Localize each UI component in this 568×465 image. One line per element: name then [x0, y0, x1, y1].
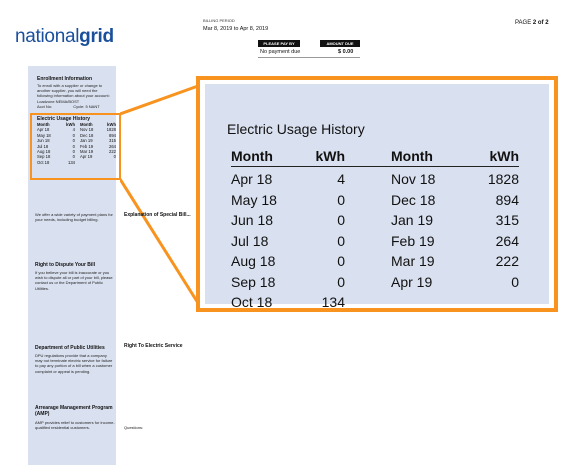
table-header: Month kWh Month kWh [231, 148, 519, 167]
enrollment-text: To enroll with a supplier or change to another supplier, you will need the following information about your account: Loadzone NEMA/BOST Acct No: Cycle: 5 NANT [37, 83, 110, 109]
small-usage-heading: Electric Usage History [37, 116, 91, 122]
usage-history-table [231, 148, 519, 313]
table-row: Jul 18 0 Feb 19 264 [231, 232, 519, 249]
table-row: Oct 18 134 [37, 159, 75, 165]
divider [258, 57, 360, 58]
table-row: Oct 18 134 [231, 294, 345, 311]
table-row: May 18 0 Dec 18 894 [231, 191, 519, 208]
right-to-service-heading: Right To Electric Service [124, 343, 183, 349]
please-pay-label: PLEASE PAY BY [258, 40, 300, 47]
payment-plans-text: We offer a wide variety of payment plans for your needs, including budget billing. [35, 212, 113, 223]
zoom-connector [120, 84, 200, 124]
billing-period: Mar 8, 2019 to Apr 8, 2019 [203, 26, 269, 32]
dispute-heading: Right to Dispute Your Bill [35, 262, 96, 268]
small-usage-table: Month kWh Month kWh Apr 18 4 Nov 18 1828 May 18 0 Dec 18 894 Jun 18 0 Jan 19 315 Jul 18 0 Feb 19 264 Aug 18 0 Mar 19 222 Sep 18 0 Apr 19 0 Oct 18 134 [37, 122, 116, 165]
explanation-heading: Explanation of Special Bill... [124, 212, 191, 218]
amp-text: AMP provides relief to customers for income-qualified residential customers. [35, 420, 115, 431]
amp-heading: Arrearage Management Program (AMP) [35, 405, 113, 417]
table-row: Aug 18 0 Mar 19 222 [231, 253, 519, 270]
enrollment-heading: Enrollment Information [37, 76, 92, 82]
dpu-heading: Department of Public Utilities [35, 345, 105, 351]
usage-history-title: Electric Usage History [227, 121, 365, 137]
zoom-connector [120, 175, 200, 305]
table-row: May 18 0 Dec 18 894 [37, 132, 116, 138]
page-number: PAGE 2 of 2 [515, 20, 549, 26]
dpu-text: DPU regulations provide that a company may not terminate electric service for failure to pay any portion of a bill when a customer complaint or appeal is pending. [35, 353, 113, 374]
dispute-text: If you believe your bill is inaccurate or you wish to dispute all or part of your bill, please contact us or the Department of Public Utilities. [35, 270, 113, 291]
billing-period-label: BILLING PERIOD [203, 18, 235, 23]
table-row: Jun 18 0 Jan 19 315 [37, 138, 116, 144]
amount-due-label: AMOUNT DUE [320, 40, 360, 47]
table-row: Apr 18 4 Nov 18 1828 [37, 127, 116, 133]
nationalgrid-logo: nationalgrid [15, 26, 114, 47]
table-row: Sep 18 0 Apr 19 0 [37, 154, 116, 160]
questions-label: Questions: [124, 425, 144, 430]
amount-due-value: $ 0.00 [338, 49, 354, 55]
table-row: Jun 18 0 Jan 19 315 [231, 212, 519, 229]
please-pay-value: No payment due [260, 49, 301, 55]
table-row: Jul 18 0 Feb 19 264 [37, 143, 116, 149]
table-row: Aug 18 0 Mar 19 222 [37, 149, 116, 155]
table-row: Sep 18 0 Apr 19 0 [231, 273, 519, 290]
table-row: Apr 18 4 Nov 18 1828 [231, 171, 519, 188]
